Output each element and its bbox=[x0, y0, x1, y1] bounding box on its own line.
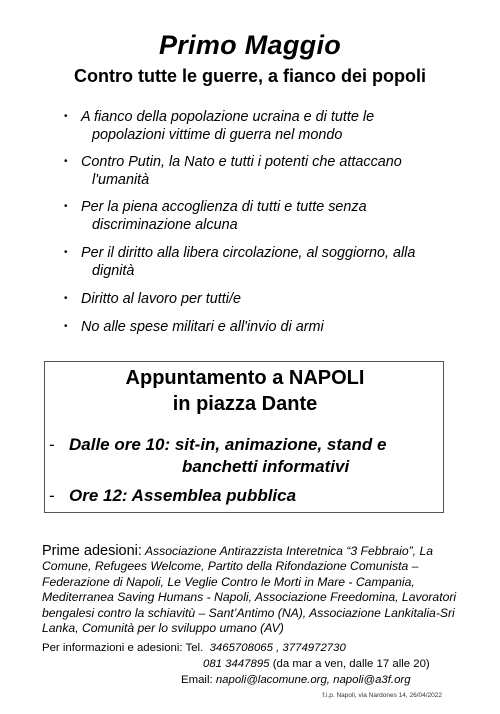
list-item-line1: Per la piena accoglienza di tutti e tutte senza bbox=[81, 199, 367, 215]
appointment-item-line2: banchetti informativi bbox=[182, 457, 350, 476]
appointment-title: Appuntamento a NAPOLI bbox=[125, 367, 365, 389]
list-item-line1: No alle spese militari e all'invio di armi bbox=[81, 319, 324, 335]
list-item bbox=[64, 244, 444, 280]
bullet-icon: • bbox=[64, 201, 68, 212]
bullet-icon: • bbox=[64, 156, 68, 167]
dash-icon: - bbox=[49, 435, 55, 454]
contact-label: Per informazioni e adesioni: Tel. bbox=[42, 642, 204, 654]
list-item-line1: Per il diritto alla libera circolazione, al soggiorno, alla bbox=[81, 245, 416, 261]
bullet-icon: • bbox=[64, 293, 68, 304]
appointment-box bbox=[44, 361, 444, 513]
contact-phone-landline: 081 3447895 bbox=[203, 658, 270, 670]
list-item-line2: discriminazione alcuna bbox=[92, 217, 238, 233]
contact-phones: 3465708065 , 3774972730 bbox=[209, 642, 346, 654]
contact-phone-row-2 bbox=[203, 657, 430, 673]
contact-email-row bbox=[181, 673, 411, 689]
appointment-item-line1: Ore 12: Assemblea pubblica bbox=[69, 486, 297, 505]
page-subtitle: Contro tutte le guerre, a fianco dei popoli bbox=[73, 66, 427, 86]
list-item-line2: l'umanità bbox=[92, 172, 150, 188]
appointment-item-line1: Dalle ore 10: sit-in, animazione, stand e bbox=[69, 435, 387, 454]
supporters-label: Prime adesioni: bbox=[42, 543, 142, 559]
bullet-icon: • bbox=[64, 111, 68, 122]
bullet-icon: • bbox=[64, 247, 68, 258]
list-item-line2: dignità bbox=[92, 263, 135, 279]
list-item-line1: Contro Putin, la Nato e tutti i potenti che attaccano bbox=[81, 154, 402, 170]
appointment-location: in piazza Dante bbox=[172, 393, 318, 415]
list-item-line1: A fianco della popolazione ucraina e di tutte le bbox=[81, 109, 375, 125]
list-item bbox=[64, 290, 444, 308]
supporters-list: Associazione Antirazzista Interetnica “3 Febbraio”, La Comune, Refugees Welcome, Partito della Rifondazione Comunista – Federazione di Napoli, Le Veglie Contro le Morti in Mare - Campania, Mediterranea Saving Humans - Napoli, Associazione Freedomina, Lavoratori bengalesi contro la schiavitù – Sant’Antimo (NA), Associazione Lankitalia-Sri Lanka, Comunità per lo sviluppo umano (AV) bbox=[42, 544, 457, 636]
printer-footer: f.i.p. Napoli, via Nardones 14, 26/04/2022 bbox=[322, 692, 442, 699]
list-item-line2: popolazioni vittime di guerra nel mondo bbox=[92, 127, 343, 143]
list-item-line1: Diritto al lavoro per tutti/e bbox=[81, 291, 241, 307]
contact-phone-hours: (da mar a ven, dalle 17 alle 20) bbox=[272, 658, 430, 670]
supporters-paragraph bbox=[42, 544, 462, 636]
list-item bbox=[64, 318, 444, 336]
dash-icon: - bbox=[49, 486, 55, 505]
contact-emails: napoli@lacomune.org, napoli@a3f.org bbox=[215, 674, 411, 686]
list-item bbox=[64, 108, 444, 144]
contact-phone-row bbox=[42, 641, 346, 657]
email-label: Email: bbox=[181, 674, 213, 686]
bullet-icon: • bbox=[64, 321, 68, 332]
list-item bbox=[64, 153, 444, 189]
page-title: Primo Maggio bbox=[158, 30, 342, 60]
list-item bbox=[64, 198, 444, 234]
